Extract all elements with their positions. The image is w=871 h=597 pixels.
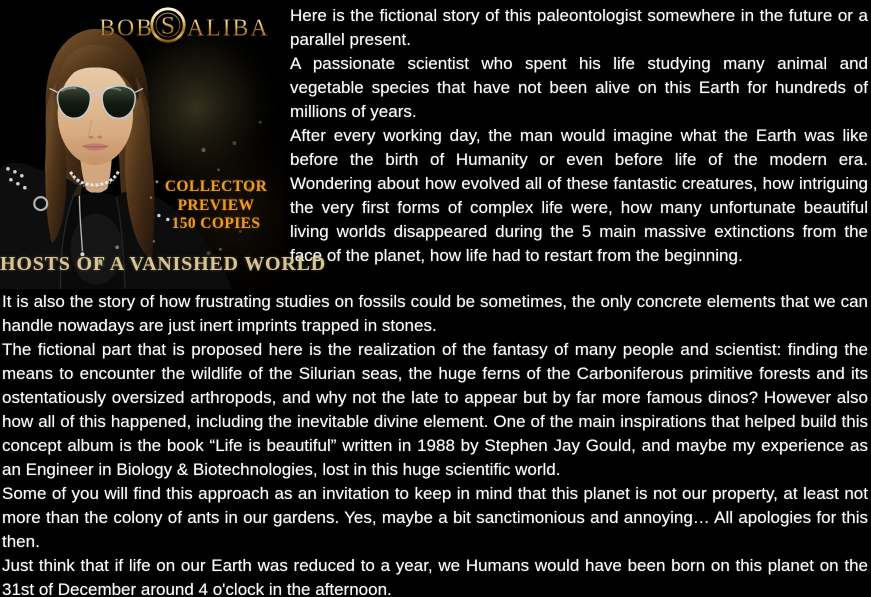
story-intro	[284, 0, 871, 268]
badge-line: 150 COPIES	[171, 215, 261, 232]
badge-line: COLLECTOR	[164, 178, 268, 195]
logo-emblem-letter: S	[160, 10, 176, 40]
story-paragraph: After every working day, the man would imagine what the Earth was like before the birth of Humanity or even before life of the modern era. Wondering about how evolved all of these fantastic creatures, how intriguing the very first forms of complex life were, how many unfortunate beautiful living worlds disappeared during the 5 main massive extinctions from the face of the planet, how life had to restart from the beginning.	[290, 126, 868, 265]
story-paragraph: Here is the fictional story of this paleontologist somewhere in the future or a parallel present.	[290, 6, 868, 49]
story-paragraph: Some of you will find this approach as an invitation to keep in mind that this planet is not our property, at least not more than the colony of ants in our gardens. Yes, maybe a bit sanctimonious and annoying… All apologies for this then.	[2, 484, 868, 551]
album-title: HOSTS OF A VANISHED WORLD	[0, 253, 327, 275]
logo-text-right: ALIBA	[187, 15, 270, 42]
story-paragraph: It is also the story of how frustrating studies on fossils could be sometimes, the only concrete elements that we can handle nowadays are just inert imprints trapped in stones.	[2, 292, 868, 335]
album-cover	[0, 0, 327, 290]
logo-text-left: BOB	[99, 15, 155, 42]
story-paragraph: Just think that if life on our Earth was reduced to a year, we Humans would have been born on this planet on the 31st of December around 4 o'clock in the afternoon.	[2, 556, 868, 597]
story-paragraph: A passionate scientist who spent his life studying many animal and vegetable species that have not been alive on this Earth for hundreds of millions of years.	[290, 54, 868, 121]
artist-logo	[95, 5, 281, 47]
top-row	[0, 0, 871, 290]
nose	[88, 136, 93, 139]
story-body	[0, 290, 871, 597]
story-paragraph: The fictional part that is proposed here is the realization of the fantasy of many people and scientist: finding the means to encounter the wildlife of the Silurian seas, the huge ferns of the Carboniferous primitive forests and its ostentatiously oversized arthropods, and why not the late to appear but by far more famous dinos? However also how all of this happened, including the inevitable divine element. One of the main inspirations that helped build this concept album is the book “Life is beautiful” written in 1988 by Stephen Jay Gould, and maybe my experience as an Engineer in Biology & Biotechnologies, lost in this huge scientific world.	[2, 340, 868, 479]
collector-badge	[160, 178, 272, 234]
badge-line: PREVIEW	[177, 196, 255, 214]
